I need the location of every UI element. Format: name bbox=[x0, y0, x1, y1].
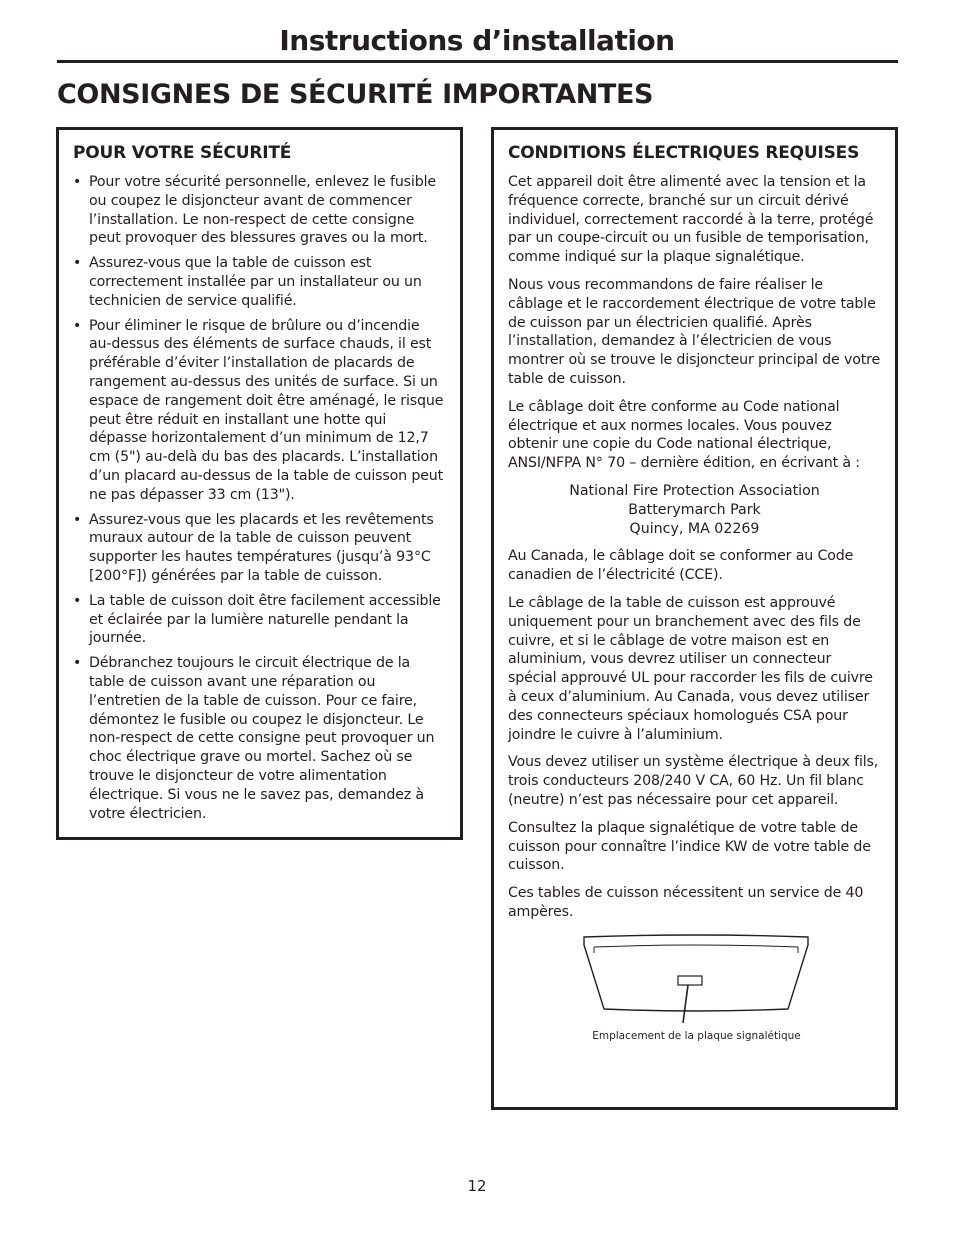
nfpa-address bbox=[508, 482, 881, 538]
page-title: Instructions d’installation bbox=[279, 24, 675, 57]
title-divider bbox=[57, 60, 898, 63]
cooktop-underside-illustration bbox=[508, 931, 885, 1031]
safety-bullet: • Pour votre sécurité personnelle, enlevez le fusible ou coupez le disjoncteur avant de commencer l’installation. Le non-respect de cette consigne peut provoquer des blessures graves ou la mort. bbox=[73, 173, 446, 248]
electrical-paragraph: Le câblage de la table de cuisson est approuvé uniquement pour un branchement avec des fils de cuivre, et si le câblage de votre maison est en aluminium, vous devrez utiliser un connecteur spécial approuvé UL pour raccorder les fils de cuivre à ceux d’aluminium. Au Canada, vous devez utiliser des connecteurs spéciaux homologués CSA pour joindre le cuivre à l’aluminium. bbox=[508, 594, 873, 743]
electrical-heading: CONDITIONS ÉLECTRIQUES REQUISES bbox=[508, 143, 860, 163]
safety-bullet-list bbox=[73, 173, 446, 823]
address-line: Batterymarch Park bbox=[628, 501, 761, 518]
figure-caption: Emplacement de la plaque signalétique bbox=[592, 1029, 801, 1042]
electrical-paragraph: Consultez la plaque signalétique de votre table de cuisson pour connaître l’indice KW de votre table de cuisson. bbox=[508, 819, 871, 874]
electrical-paragraph: Au Canada, le câblage doit se conformer au Code canadien de l’électricité (CCE). bbox=[508, 548, 854, 584]
safety-heading: POUR VOTRE SÉCURITÉ bbox=[73, 143, 292, 163]
safety-bullet: • Assurez-vous que la table de cuisson est correctement installée par un installateur ou un technicien de service qualifié. bbox=[73, 254, 446, 310]
address-line: Quincy, MA 02269 bbox=[629, 520, 760, 537]
page-number: 12 bbox=[467, 1177, 487, 1195]
electrical-paragraph: Cet appareil doit être alimenté avec la tension et la fréquence correcte, branché sur un circuit dérivé individuel, correctement raccordé à la terre, protégé par un coupe-circuit ou un fusible de temporisation, comme indiqué sur la plaque signalétique. bbox=[508, 174, 874, 266]
electrical-paragraph: Nous vous recommandons de faire réaliser le câblage et le raccordement électrique de votre table de cuisson par un électricien qualifié. Après l’installation, demandez à l’électricien de vous montrer où se trouve le disjoncteur principal de votre table de cuisson. bbox=[508, 276, 881, 387]
safety-bullet: • Débranchez toujours le circuit électrique de la table de cuisson avant une réparation ou l’entretien de la table de cuisson. Pour ce faire, démontez le fusible ou coupez le disjoncteur. Le non-respect de cette consigne peut provoquer un choc électrique grave ou mortel. Sachez où se trouve le disjoncteur de votre alimentation électrique. Si vous ne le savez pas, demandez à votre électricien. bbox=[73, 654, 446, 823]
safety-bullet: • Pour éliminer le risque de brûlure ou d’incendie au-dessus des éléments de surface chauds, il est préférable d’éviter l’installation de placards de rangement au-dessus des unités de surface. Si un espace de rangement doit être aménagé, le risque peut être réduit en installant une hotte qui dépasse horizontalement d’un minimum de 12,7 cm (5") au-delà du bas des placards. L’installation d’un placard au-dessus de la table de cuisson peut ne pas dépasser 33 cm (13"). bbox=[73, 317, 446, 505]
electrical-paragraph: Ces tables de cuisson nécessitent un service de 40 ampères. bbox=[508, 885, 864, 920]
electrical-paragraph: Vous devez utiliser un système électrique à deux fils, trois conducteurs 208/240 V CA, 60 Hz. Un fil blanc (neutre) n’est pas nécessaire pour cet appareil. bbox=[508, 754, 879, 808]
safety-box bbox=[56, 127, 463, 840]
electrical-paragraph: Le câblage doit être conforme au Code national électrique et aux normes locales. Vous pouvez obtenir une copie du Code national électrique, ANSI/NFPA N° 70 – dernière édition, en écrivant à : bbox=[508, 398, 860, 472]
address-line: National Fire Protection Association bbox=[569, 482, 820, 499]
electrical-box bbox=[491, 127, 898, 1110]
rating-plate-icon bbox=[678, 976, 702, 985]
section-title: CONSIGNES DE SÉCURITÉ IMPORTANTES bbox=[57, 79, 654, 110]
cooktop-figure bbox=[508, 931, 885, 1051]
safety-bullet: • Assurez-vous que les placards et les revêtements muraux autour de la table de cuisson peuvent supporter les hautes températures (jusqu’à 93°C [200°F]) générées par la table de cuisson. bbox=[73, 511, 446, 586]
safety-bullet: • La table de cuisson doit être facilement accessible et éclairée par la lumière naturelle pendant la journée. bbox=[73, 592, 446, 648]
